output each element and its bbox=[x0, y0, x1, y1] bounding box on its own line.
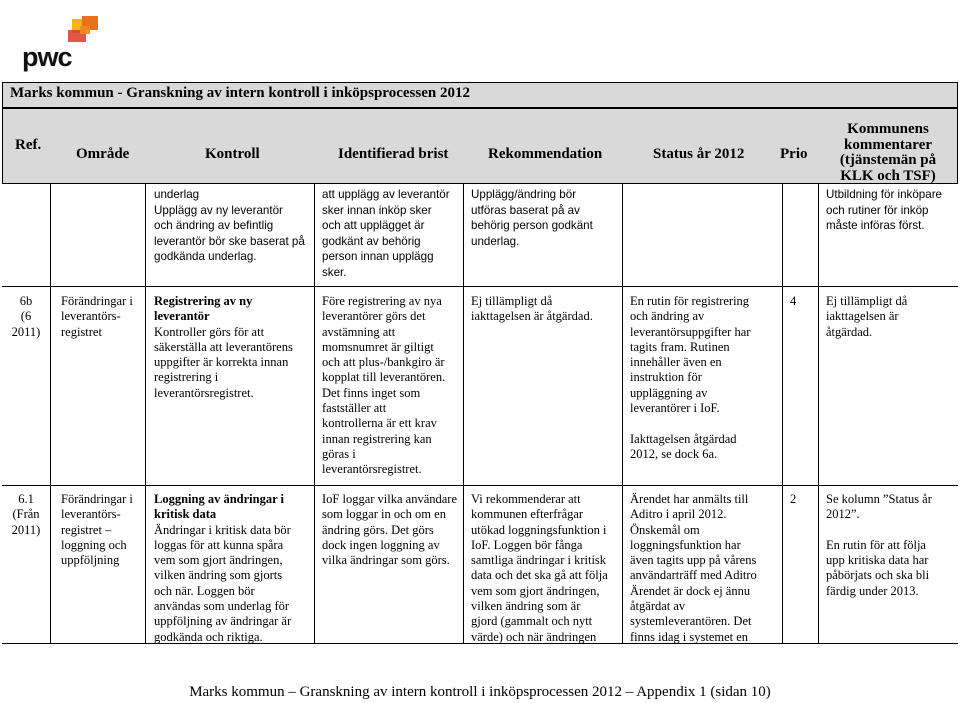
text-line: användas som underlag för bbox=[154, 599, 290, 614]
text-line: 6.1 bbox=[18, 492, 34, 506]
text-line: Se kolumn ”Status år bbox=[826, 492, 932, 506]
text-line: Före registrering av nya bbox=[322, 294, 442, 308]
text-line: vilka ändringar som görs. bbox=[322, 553, 450, 568]
text-line: användarträff med Aditro bbox=[630, 568, 757, 583]
text-line: innan registrering kan bbox=[322, 431, 432, 446]
text-line: och när. Loggen bör bbox=[154, 583, 255, 598]
text-line: iakttagelsen är åtgärdad. bbox=[471, 309, 593, 324]
column-divider bbox=[818, 184, 819, 643]
text-line: måste införas först. bbox=[826, 219, 925, 233]
text-line: färdig under 2013. bbox=[826, 583, 919, 598]
text-line: 2012”. bbox=[826, 507, 860, 522]
text-line: säkerställa att leverantörens bbox=[154, 339, 293, 354]
row2-comment bbox=[826, 294, 907, 340]
column-divider bbox=[50, 184, 51, 643]
header-area: Område bbox=[76, 146, 130, 162]
text-line: Ändringar i kritisk data bör bbox=[154, 522, 291, 537]
text-line: 2012, se dock 6a. bbox=[630, 446, 718, 461]
text-line: och rutiner för inköp bbox=[826, 203, 929, 217]
column-divider bbox=[463, 184, 464, 643]
row2-gap bbox=[322, 294, 445, 478]
text-line: utökad loggningsfunktion i bbox=[471, 522, 607, 537]
text-line bbox=[826, 523, 932, 538]
text-line: 6b bbox=[19, 294, 33, 308]
text-line: vilken ändring som är bbox=[471, 599, 581, 614]
text-line: leverantör bör ske baserat på bbox=[154, 234, 305, 248]
text-line: påbörjats och ska bli bbox=[826, 568, 930, 583]
column-divider bbox=[622, 184, 623, 643]
row2-prio: 4 bbox=[790, 294, 797, 308]
text-line: systemleverantören. Det bbox=[630, 614, 752, 629]
text-line: och att plus-/bankgiro är bbox=[322, 355, 445, 370]
text-line: göras i bbox=[322, 446, 356, 461]
header-prio: Prio bbox=[780, 146, 808, 162]
text-line: åtgärdat av bbox=[630, 599, 686, 614]
text-line: uppgifter är korrekta innan bbox=[154, 355, 289, 370]
text-line: och att upplägget är bbox=[322, 219, 425, 233]
text-line: finns idag i systemet en bbox=[630, 629, 749, 644]
text-line: Upplägg/ändring bör bbox=[471, 188, 577, 201]
text-line: Utbildning för inköpare bbox=[826, 188, 943, 201]
text-line: även tagits upp på vårens bbox=[630, 553, 757, 568]
text-line: underlag bbox=[154, 188, 200, 201]
header-comments-line: KLK och TSF) bbox=[840, 167, 936, 184]
text-line: Kontroller görs för att bbox=[154, 324, 265, 339]
text-line: ändring görs. Det görs bbox=[322, 522, 434, 537]
text-line: registrering i bbox=[154, 370, 219, 385]
row1-recommendation bbox=[471, 187, 593, 249]
header-ref: Ref. bbox=[15, 137, 42, 153]
text-line: (Från bbox=[12, 507, 40, 522]
text-line: fastställer att bbox=[322, 401, 387, 416]
text-line: leverantörer i IoF. bbox=[630, 401, 720, 416]
header-comments-line: kommentarer bbox=[843, 136, 933, 153]
header-status: Status år 2012 bbox=[653, 146, 745, 162]
text-line: behörig person godkänt bbox=[471, 219, 593, 233]
row3-recommendation bbox=[471, 492, 608, 645]
document-title: Marks kommun - Granskning av intern kontroll i inköpsprocessen 2012 bbox=[10, 85, 470, 101]
text-line bbox=[630, 416, 750, 431]
text-line: Ej tillämpligt då bbox=[826, 294, 908, 308]
column-divider bbox=[145, 184, 146, 643]
text-line: Vi rekommenderar att bbox=[471, 492, 581, 506]
row3-area bbox=[61, 492, 133, 568]
header-recommendation: Rekommendation bbox=[488, 146, 603, 162]
text-line: åtgärdad. bbox=[826, 324, 873, 339]
row1-gap bbox=[322, 187, 450, 281]
text-line: kommunen efterfrågar bbox=[471, 507, 584, 522]
text-line: Önskemål om bbox=[630, 522, 700, 537]
text-line: leverantörsregistret. bbox=[322, 462, 422, 477]
text-line: Förändringar i bbox=[61, 492, 133, 506]
text-line: Ärendet är dock ej ännu bbox=[630, 583, 751, 598]
header-comments-line: Kommunens bbox=[847, 121, 929, 137]
text-line: person innan upplägg bbox=[322, 250, 434, 264]
text-line: uppläggning av bbox=[630, 385, 708, 400]
text-line: loggning och bbox=[61, 537, 127, 552]
text-line: registret bbox=[61, 324, 102, 339]
header-control: Kontroll bbox=[205, 146, 260, 162]
pwc-logo bbox=[22, 16, 102, 72]
page-footer: Marks kommun – Granskning av intern kontroll i inköpsprocessen 2012 – Appendix 1 (sidan 10) bbox=[189, 684, 771, 700]
text-line: Ärendet har anmälts till bbox=[630, 492, 749, 506]
row3-status bbox=[630, 492, 757, 645]
text-line: Aditro i april 2012. bbox=[630, 507, 727, 522]
text-line: momsnumret är giltigt bbox=[322, 339, 434, 354]
header-comments bbox=[818, 122, 958, 184]
text-line: instruktion för bbox=[630, 370, 702, 385]
text-line: sker innan inköp sker bbox=[322, 203, 432, 217]
text-line: loggningsfunktion har bbox=[630, 537, 741, 552]
row3-gap bbox=[322, 492, 457, 568]
text-line: kopplat till leverantören. bbox=[322, 370, 446, 385]
text-line: IoF. Loggen bör fånga bbox=[471, 537, 583, 552]
column-divider bbox=[782, 184, 783, 643]
text-line: (6 bbox=[20, 309, 32, 324]
text-line: uppföljning bbox=[61, 553, 120, 568]
row3-comment bbox=[826, 492, 932, 599]
text-line: avstämning att bbox=[322, 324, 396, 339]
row2-recommendation bbox=[471, 294, 593, 325]
header-gap: Identifierad brist bbox=[338, 146, 449, 162]
text-line: Iakttagelsen åtgärdad bbox=[630, 431, 737, 446]
row3-ref bbox=[4, 492, 48, 538]
text-line: vem som gjort ändringen, bbox=[471, 583, 600, 598]
text-line: vilken ändring som gjorts bbox=[154, 568, 283, 583]
text-line: Förändringar i bbox=[61, 294, 133, 308]
row2-control bbox=[154, 294, 293, 401]
text-line: Ej tillämpligt då bbox=[471, 294, 553, 308]
control-title-line: kritisk data bbox=[154, 507, 217, 522]
row2-ref bbox=[4, 294, 48, 340]
text-line: leverantörs- bbox=[61, 507, 121, 522]
text-line: En rutin för registrering bbox=[630, 294, 750, 308]
text-line: och ändring av bbox=[630, 309, 705, 324]
text-line: dock ingen loggning av bbox=[322, 537, 440, 552]
text-line: registret – bbox=[61, 522, 112, 537]
text-line: godkända och riktiga. bbox=[154, 629, 263, 644]
row1-control bbox=[154, 187, 305, 265]
text-line: sker. bbox=[322, 265, 347, 279]
text-line: underlag. bbox=[471, 234, 520, 248]
row3-control bbox=[154, 492, 291, 645]
control-title-line: Loggning av ändringar i bbox=[154, 492, 285, 506]
column-divider bbox=[314, 184, 315, 643]
text-line: och ändring av befintlig bbox=[154, 219, 274, 233]
text-line: tagits fram. Rutinen bbox=[630, 339, 730, 354]
text-line: data och det ska gå att följa bbox=[471, 568, 608, 583]
text-line: värde) och när ändringen bbox=[471, 629, 597, 644]
text-line: godkända underlag. bbox=[154, 250, 257, 264]
text-line: utföras baserat på av bbox=[471, 203, 580, 217]
text-line: upp kritiska data har bbox=[826, 553, 929, 568]
text-line: gjord (gammalt och nytt bbox=[471, 614, 593, 629]
text-line: leverantörs- bbox=[61, 309, 121, 324]
text-line: Upplägg av ny leverantör bbox=[154, 203, 283, 217]
text-line: samtliga ändringar i kritisk bbox=[471, 553, 607, 568]
text-line: Det finns inget som bbox=[322, 385, 421, 400]
text-line: innehåller även en bbox=[630, 355, 722, 370]
text-line: 2011) bbox=[11, 324, 41, 339]
text-line: uppföljning av ändringar är bbox=[154, 614, 292, 629]
text-line: IoF loggar vilka användare bbox=[322, 492, 458, 506]
text-line: iakttagelsen är bbox=[826, 309, 899, 324]
text-line: En rutin för att följa bbox=[826, 537, 926, 552]
text-line: 2011) bbox=[11, 522, 41, 537]
row2-status bbox=[630, 294, 750, 462]
row2-area bbox=[61, 294, 133, 340]
text-line: godkänt av behörig bbox=[322, 234, 421, 248]
pwc-logo-text: pwc bbox=[22, 42, 72, 72]
row1-comment bbox=[826, 187, 942, 234]
text-line: leverantörsuppgifter har bbox=[630, 324, 751, 339]
text-line: leverantörsregistret. bbox=[154, 385, 254, 400]
table-header bbox=[2, 108, 958, 184]
header-comments-line: (tjänstemän på bbox=[839, 152, 937, 168]
text-line: leverantörer görs det bbox=[322, 309, 426, 324]
text-line: som loggar in och om en bbox=[322, 507, 446, 522]
text-line: vem som gjort ändringen, bbox=[154, 553, 283, 568]
control-title-line: leverantör bbox=[154, 309, 210, 324]
control-title-line: Registrering av ny bbox=[154, 294, 253, 308]
text-line: loggas för att kunna spåra bbox=[154, 537, 284, 552]
text-line: att upplägg av leverantör bbox=[322, 188, 450, 201]
text-line: kontrollerna är ett krav bbox=[322, 416, 437, 431]
row3-prio: 2 bbox=[790, 492, 797, 506]
